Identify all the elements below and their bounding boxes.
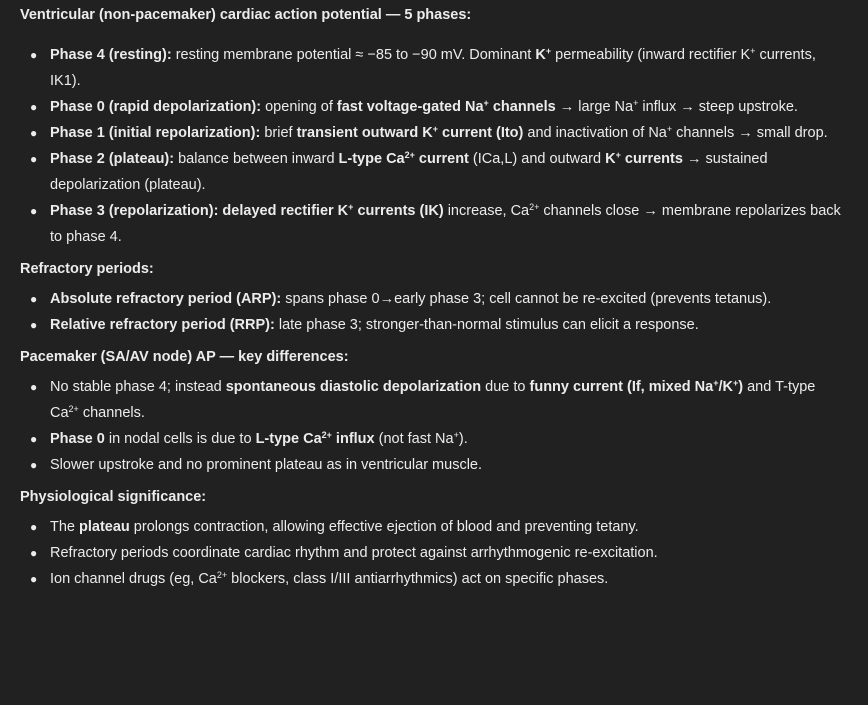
list-item <box>20 514 848 540</box>
list-pacemaker <box>20 374 848 478</box>
heading-ventricular: Ventricular (non-pacemaker) cardiac action potential — 5 phases: <box>20 7 472 23</box>
text-run: permeability (inward rectifier K <box>551 47 751 63</box>
text-run: Slower upstroke and no prominent plateau as in ventricular muscle. <box>50 457 483 473</box>
list-item <box>20 120 848 146</box>
list-item <box>20 198 848 250</box>
superscript: + <box>483 98 489 108</box>
text-run: increase, Ca <box>443 203 530 219</box>
text-run: currents, IK1). <box>50 47 816 89</box>
superscript: + <box>666 124 673 134</box>
bullet-icon: ● <box>30 520 38 534</box>
text-run: resting membrane potential ≈ −85 to −90 mV. Dominant <box>171 47 536 63</box>
bold-text: ) <box>738 379 744 395</box>
list-item <box>20 426 848 452</box>
superscript: + <box>545 46 552 56</box>
bold-text: K <box>605 151 616 167</box>
bold-text: Phase 2 (plateau): <box>50 151 175 167</box>
bold-text: Phase 4 (resting): <box>50 47 172 63</box>
bold-text: plateau <box>79 519 130 535</box>
list-phases <box>20 42 848 250</box>
text-run: influx → steep upstroke. <box>638 99 798 115</box>
bold-text: K <box>535 47 546 63</box>
list-refractory <box>20 286 848 338</box>
text-run: late phase 3; stronger-than-normal stimulus can elicit a response. <box>274 317 699 333</box>
superscript: 2+ <box>216 570 228 580</box>
bold-text: funny current (If, mixed Na <box>529 379 714 395</box>
text-run: prolongs contraction, allowing effective ejection of blood and preventing tetany. <box>129 519 639 535</box>
bold-text: /K <box>718 379 733 395</box>
list-item <box>20 566 848 592</box>
list-item <box>20 540 848 566</box>
superscript: + <box>453 430 459 440</box>
bold-text: transient outward K <box>296 125 433 141</box>
text-run: spans phase 0→early phase 3; cell cannot be re-excited (prevents tetanus). <box>281 291 772 307</box>
superscript: + <box>615 150 621 160</box>
bullet-icon: ● <box>30 292 38 306</box>
text-run: → sustained depolarization (plateau). <box>50 151 768 193</box>
bold-text: currents <box>620 151 683 167</box>
bold-text: current <box>414 151 469 167</box>
bullet-icon: ● <box>30 458 38 472</box>
text-run: channels close → membrane repolarizes back to phase 4. <box>50 203 841 245</box>
bullet-icon: ● <box>30 204 38 218</box>
bold-text: Phase 1 (initial repolarization): <box>50 125 261 141</box>
heading-significance: Physiological significance: <box>20 489 207 505</box>
heading-refractory: Refractory periods: <box>20 261 154 277</box>
list-item <box>20 452 848 478</box>
bold-text: spontaneous diastolic depolarization <box>225 379 482 395</box>
bullet-icon: ● <box>30 152 38 166</box>
text-run: The <box>50 519 80 535</box>
bullet-icon: ● <box>30 126 38 140</box>
superscript: + <box>348 202 354 212</box>
text-run: balance between inward <box>174 151 339 167</box>
text-run: brief <box>260 125 297 141</box>
bullet-icon: ● <box>30 100 38 114</box>
text-run: in nodal cells is due to <box>104 431 256 447</box>
bold-text: Phase 0 (rapid depolarization): <box>50 99 262 115</box>
heading-pacemaker: Pacemaker (SA/AV node) AP — key differences: <box>20 349 349 365</box>
text-run: and inactivation of Na <box>523 125 667 141</box>
text-run: Refractory periods coordinate cardiac rhythm and protect against arrhythmogenic re-excitation. <box>50 545 658 561</box>
bold-text: currents (IK) <box>353 203 444 219</box>
text-run: opening of <box>261 99 337 115</box>
text-run: blockers, class I/III antiarrhythmics) act on specific phases. <box>227 571 609 587</box>
bullet-icon: ● <box>30 380 38 394</box>
list-item <box>20 286 848 312</box>
bullet-icon: ● <box>30 48 38 62</box>
superscript: 2+ <box>404 150 415 160</box>
text-run: channels → small drop. <box>672 125 828 141</box>
bold-text: Phase 0 <box>50 431 105 447</box>
bullet-icon: ● <box>30 572 38 586</box>
superscript: 2+ <box>529 202 540 212</box>
text-run: and T-type Ca <box>50 379 816 421</box>
superscript: 2+ <box>321 430 332 440</box>
superscript: + <box>633 98 639 108</box>
text-run: No stable phase 4; instead <box>50 379 226 395</box>
bold-text: Relative refractory period (RRP): <box>50 317 275 333</box>
superscript: + <box>732 378 739 388</box>
superscript: + <box>750 46 756 56</box>
superscript: 2+ <box>68 404 79 414</box>
superscript: + <box>432 124 438 134</box>
list-significance <box>20 514 848 592</box>
bullet-icon: ● <box>30 546 38 560</box>
superscript: + <box>713 378 719 388</box>
bold-text: fast voltage-gated Na <box>336 99 484 115</box>
text-run: due to <box>481 379 530 395</box>
text-run: Ion channel drugs (eg, Ca <box>50 571 217 587</box>
bold-text: channels <box>488 99 556 115</box>
text-run: channels. <box>78 405 145 421</box>
list-item <box>20 374 848 426</box>
bold-text: Absolute refractory period (ARP): <box>50 291 282 307</box>
list-item <box>20 312 848 338</box>
text-run: → large Na <box>555 99 634 115</box>
bold-text: L-type Ca <box>255 431 322 447</box>
bold-text: L-type Ca <box>338 151 405 167</box>
text-run: (not fast Na <box>374 431 454 447</box>
text-run: ). <box>458 431 468 447</box>
list-item <box>20 94 848 120</box>
bold-text: current (Ito) <box>437 125 524 141</box>
list-item <box>20 146 848 198</box>
bold-text: Phase 3 (repolarization): delayed rectifier K <box>50 203 349 219</box>
bullet-icon: ● <box>30 432 38 446</box>
bullet-icon: ● <box>30 318 38 332</box>
list-item <box>20 42 848 94</box>
text-run: (ICa,L) and outward <box>468 151 606 167</box>
bold-text: influx <box>331 431 375 447</box>
